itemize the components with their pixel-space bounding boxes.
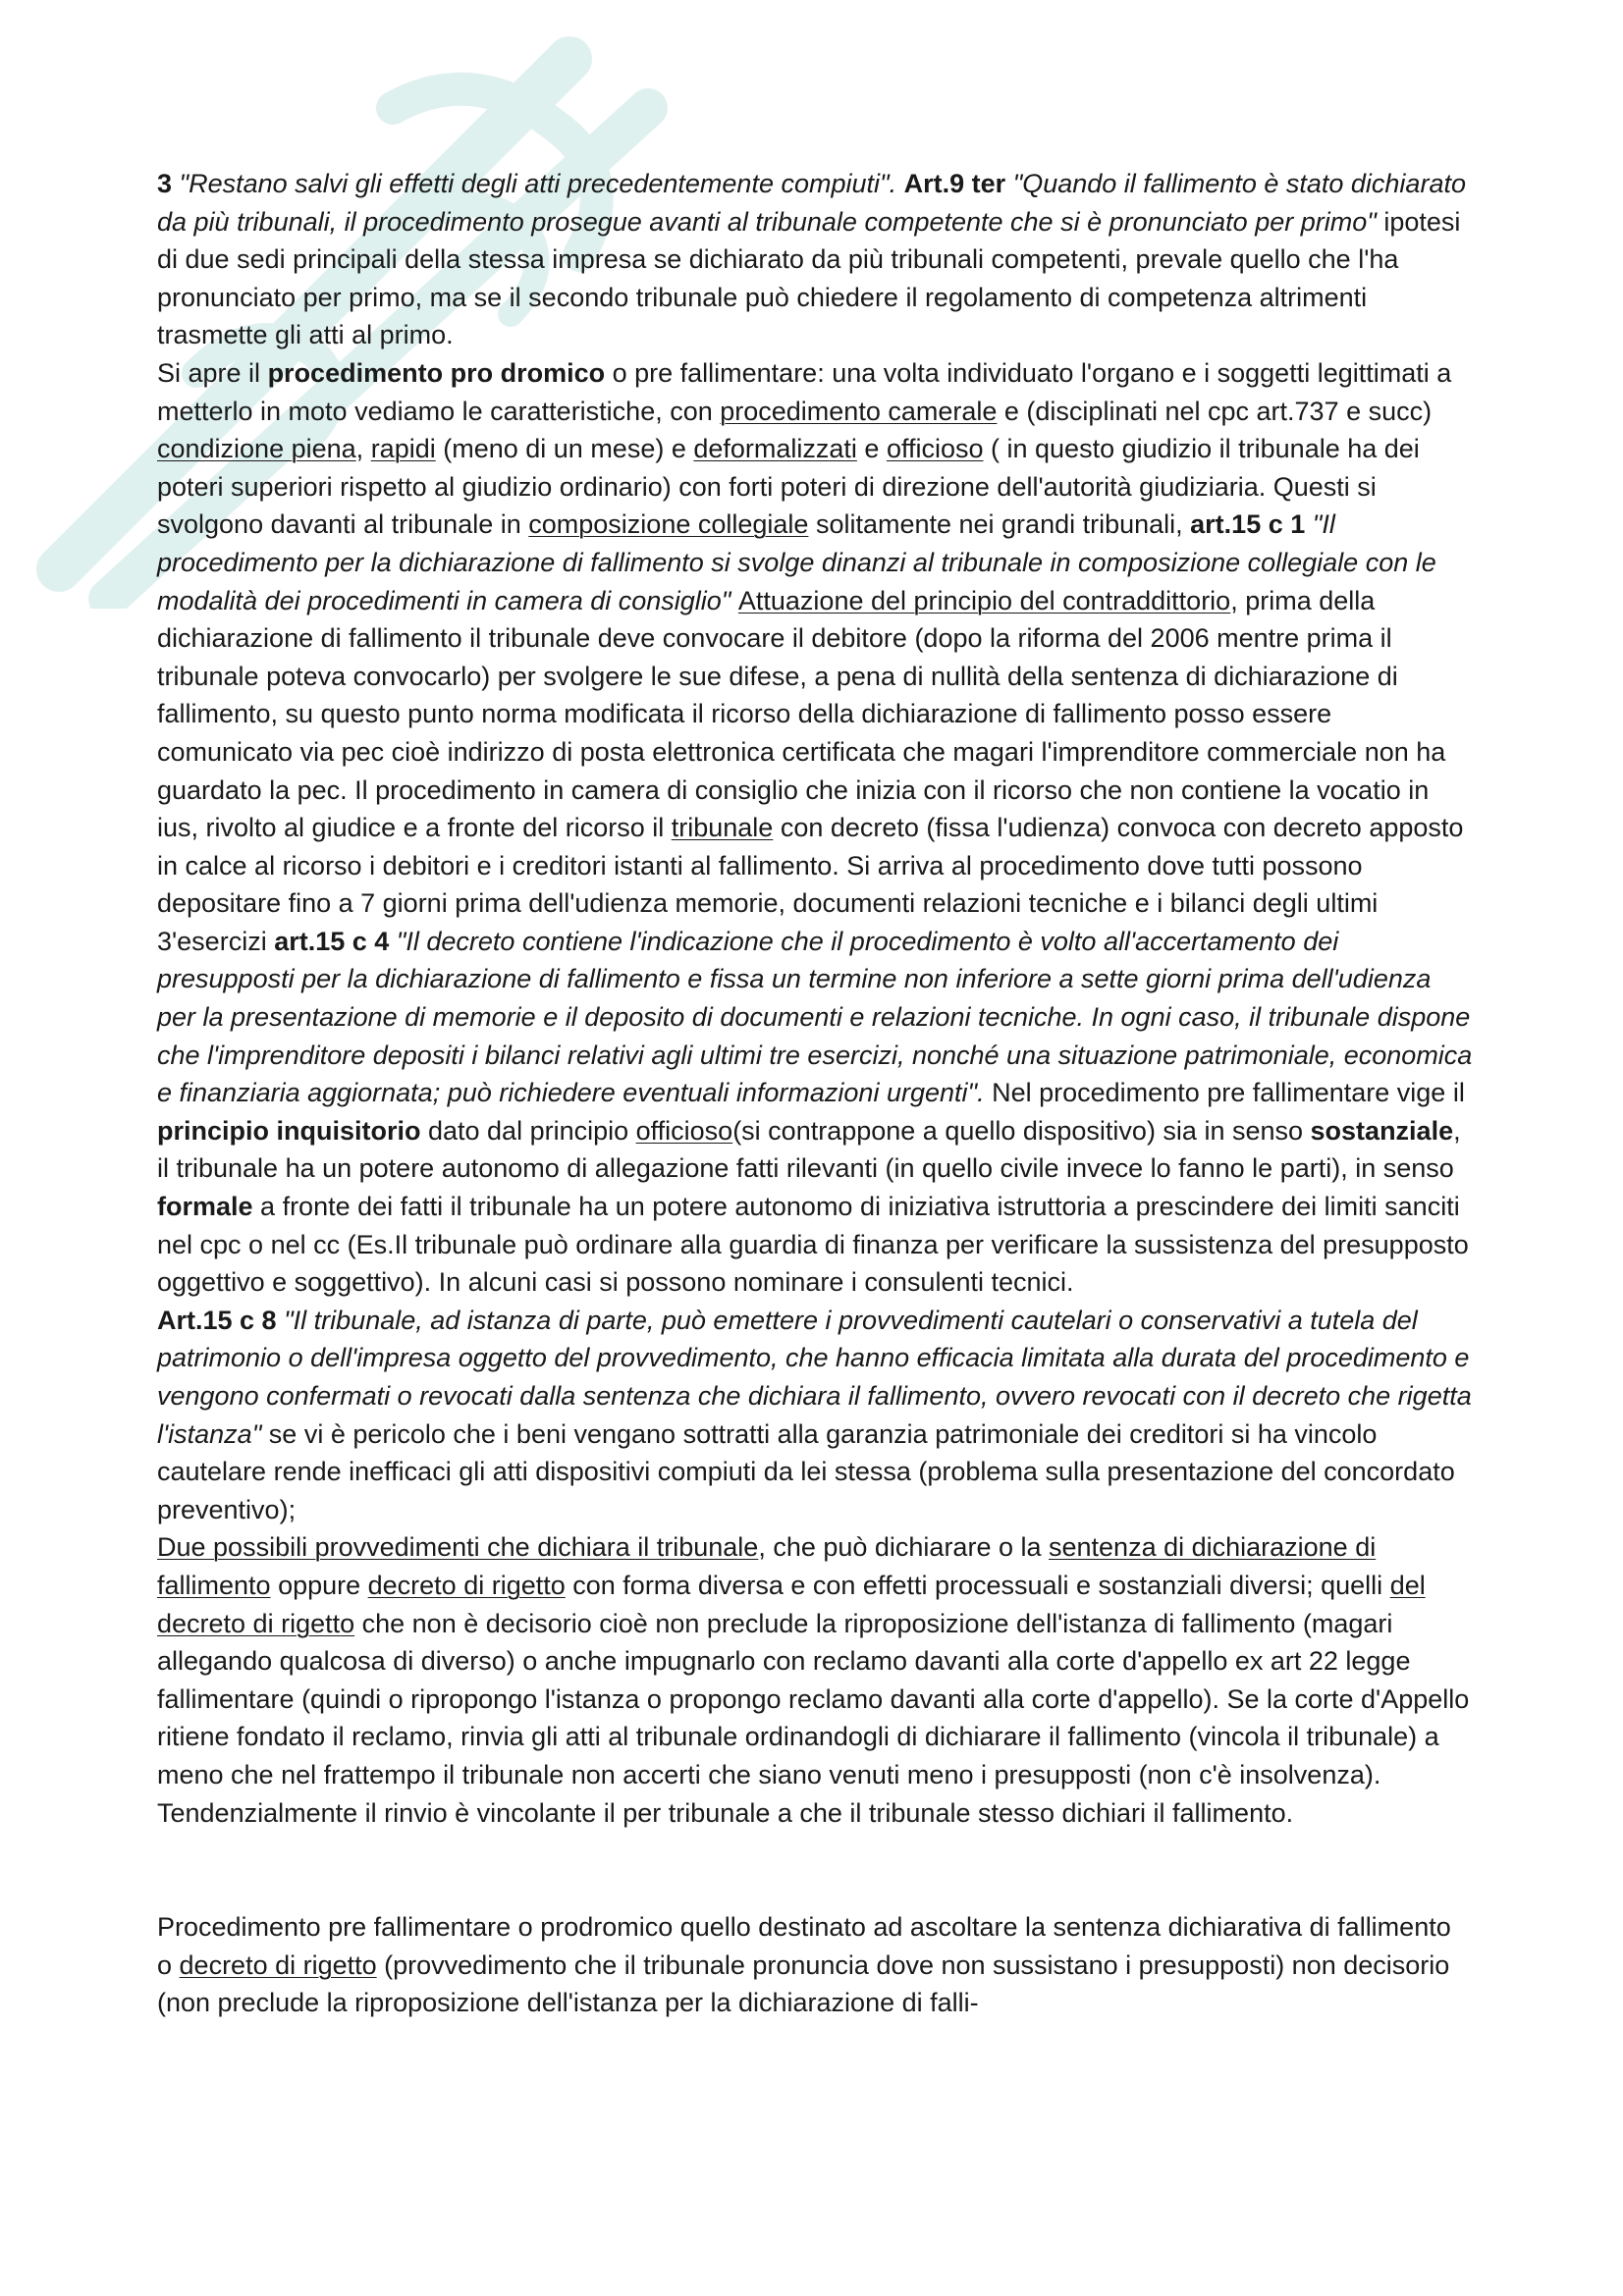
underlined-run: officioso xyxy=(886,434,984,464)
quote-run: "Quando il fallimento è stato dichiarato da più tribunali, il procedimento prosegue avanti al tribunale competente che si è pronunciato per primo" xyxy=(157,169,1466,237)
bold-run: 3 xyxy=(157,169,173,198)
text-run: (provvedimento che il tribunale pronuncia dove non sussistano i presupposti) non decisorio (non preclude la riproposizione dell'istanza per la dichiarazione di falli- xyxy=(157,1949,1450,2018)
underlined-run: decreto di rigetto xyxy=(179,1949,377,1980)
text-run: solitamente nei grandi tribunali, xyxy=(808,509,1191,540)
text-run: ( in questo giudizio il tribunale ha dei poteri superiori rispetto al giudizio ordinario) con forti poteri di direzione dell'autorità giudiziaria. Questi si svolgono davanti al tribunale in xyxy=(157,434,1420,540)
paragraph-conclusione xyxy=(157,1908,1473,2022)
text-run: , xyxy=(355,434,371,464)
underlined-run: decreto di rigetto xyxy=(367,1570,566,1600)
underlined-run: composizione collegiale xyxy=(528,509,809,540)
text-run: e (disciplinati nel cpc art.737 e succ) xyxy=(997,396,1433,426)
text-run: o pre fallimentare: una volta individuato l'organo e i soggetti legittimati a metterlo in moto vediamo le caratteristiche, con xyxy=(157,357,1452,426)
text-run: con forma diversa e con effetti processuali e sostanziali diversi; quelli xyxy=(565,1570,1390,1600)
quote-run: "Il tribunale, ad istanza di parte, può emettere i provvedimenti cautelari o conservativi a tutela del patrimonio o dell'impresa oggetto del provvedimento, che hanno efficacia limitata alla durata del procedimento e vengono confermati o revocati dalla sentenza che dichiara il fallimento, ovvero revocati con il decreto che rigetta l'istanza" xyxy=(157,1305,1472,1449)
text-run: , prima della dichiarazione di fallimento il tribunale deve convocare il debitore (dopo la riforma del 2006 mentre prima il tribunale poteva convocarlo) per svolgere le sue difese, a pena di nullità della sentenza di dichiarazione di fallimento, su questo punto norma modificata il ricorso della dichiarazione di fallimento posso essere comunicato via pec cioè indirizzo di posta elettronica certificata che magari l'imprenditore commerciale non ha guardato la pec. Il procedimento in camera di consiglio che inizia con il ricorso che non contiene la vocatio in ius, rivolto al giudice e a fronte del ricorso il xyxy=(157,585,1446,843)
text-run: Si apre il xyxy=(157,357,268,388)
bold-run: art.15 c 1 xyxy=(1190,509,1306,540)
bold-run: art.15 c 4 xyxy=(274,926,390,956)
bold-run: principio inquisitorio xyxy=(157,1115,421,1146)
underlined-run: condizione piena xyxy=(157,434,356,464)
text-run: con decreto (fissa l'udienza) convoca con decreto apposto in calce al ricorso i debitori e i creditori istanti al fallimento. Si arriva al procedimento dove tutti possono depositare fino a 7 giorni prima dell'udienza memorie, documenti relazioni tecniche e i bilanci degli ultimi 3'esercizi xyxy=(157,813,1464,956)
text-run: (meno di un mese) e xyxy=(435,434,694,464)
paragraph-art15c8 xyxy=(157,1302,1473,1529)
document-body xyxy=(157,165,1473,2022)
bold-run: formale xyxy=(157,1192,253,1222)
bold-run: Art.15 c 8 xyxy=(157,1305,277,1335)
text-run: e xyxy=(856,434,887,464)
paragraph-provvedimenti xyxy=(157,1528,1473,1832)
text-run: (si contrappone a quello dispositivo) sia in senso xyxy=(732,1115,1311,1146)
text-run: Nel procedimento pre fallimentare vige il xyxy=(984,1078,1465,1108)
underlined-run: Due possibili provvedimenti che dichiara il tribunale xyxy=(157,1532,759,1563)
underlined-run: Attuazione del principio del contraddittorio xyxy=(737,585,1231,615)
text-run: , che può dichiarare o la xyxy=(758,1532,1049,1563)
quote-run: "Il decreto contiene l'indicazione che il procedimento è volto all'accertamento dei presupposti per la dichiarazione di fallimento e fissa un termine non inferiore a sette giorni prima dell'udienza per la presentazione di memorie e il deposito di documenti e relazioni tecniche. In ogni caso, il tribunale dispone che l'imprenditore depositi i bilanci relativi agli ultimi tre esercizi, nonché una situazione patrimoniale, economica e finanziaria aggiornata; può richiedere eventuali informazioni urgenti". xyxy=(157,926,1473,1108)
text-run: dato dal principio xyxy=(420,1115,636,1146)
underlined-run: del decreto di rigetto xyxy=(157,1570,1426,1638)
text-run: che non è decisorio cioè non preclude la riproposizione dell'istanza di fallimento (magari allegando qualcosa di diverso) o anche impugnarlo con reclamo davanti alla corte d'appello ex art 22 legge fallimentare (quindi o ripropongo l'istanza o propongo reclamo davanti alla corte d'appello). Se la corte d'Appello ritiene fondato il reclamo, rinvia gli atti al tribunale ordinandogli di dichiarare il fallimento (vincola il tribunale) a meno che nel frattempo il tribunale non accerti che siano venuti meno i presupposti (non c'è insolvenza). Tendenzialmente il rinvio è vincolante il per tribunale a che il tribunale stesso dichiari il fallimento. xyxy=(157,1608,1470,1828)
underlined-run: rapidi xyxy=(370,434,436,464)
underlined-run: sentenza di dichiarazione di fallimento xyxy=(157,1532,1377,1600)
quote-run: "Il procedimento per la dichiarazione di fallimento si svolge dinanzi al tribunale in composizione collegiale con le modalità dei procedimenti in camera di consiglio" xyxy=(157,509,1436,615)
underlined-run: tribunale xyxy=(671,813,774,843)
quote-run: "Restano salvi gli effetti degli atti precedentemente compiuti". xyxy=(172,169,904,198)
bold-run: Art.9 ter xyxy=(903,169,1006,198)
paragraph-art9ter xyxy=(157,165,1473,354)
bold-run: procedimento pro dromico xyxy=(267,357,606,388)
text-run: se vi è pericolo che i beni vengano sottratti alla garanzia patrimoniale dei creditori si ha vincolo cautelare rende inefficaci gli atti dispositivi compiuti da lei stessa (problema sulla presentazione del concordato preventivo); xyxy=(157,1418,1455,1524)
text-run: Procedimento pre fallimentare o prodromico quello destinato ad ascoltare la sentenza dichiarativa di fallimento o xyxy=(157,1912,1451,1980)
bold-run: sostanziale xyxy=(1310,1115,1454,1146)
text-run: oppure xyxy=(270,1570,368,1600)
paragraph-procedimento-prodromico xyxy=(157,354,1473,1302)
text-run: a fronte dei fatti il tribunale ha un potere autonomo di iniziativa istruttoria a prescindere dei limiti sanciti nel cpc o nel cc (Es.Il tribunale può ordinare alla guardia di finanza per verificare la sussistenza del presupposto oggettivo e soggettivo). In alcuni casi si possono nominare i consulenti tecnici. xyxy=(157,1192,1469,1298)
underlined-run: procedimento camerale xyxy=(720,396,998,426)
underlined-run: deformalizzati xyxy=(693,434,857,464)
underlined-run: officioso xyxy=(635,1115,733,1146)
text-run: , il tribunale ha un potere autonomo di allegazione fatti rilevanti (in quello civile invece lo fanno le parti), in senso xyxy=(157,1115,1461,1184)
text-run: ipotesi di due sedi principali della stessa impresa se dichiarato da più tribunali competenti, prevale quello che l'ha pronunciato per primo, ma se il secondo tribunale può chiedere il regolamento di competenza altrimenti trasmette gli atti al primo. xyxy=(157,206,1461,350)
paragraph-spacer xyxy=(157,1832,1473,1908)
